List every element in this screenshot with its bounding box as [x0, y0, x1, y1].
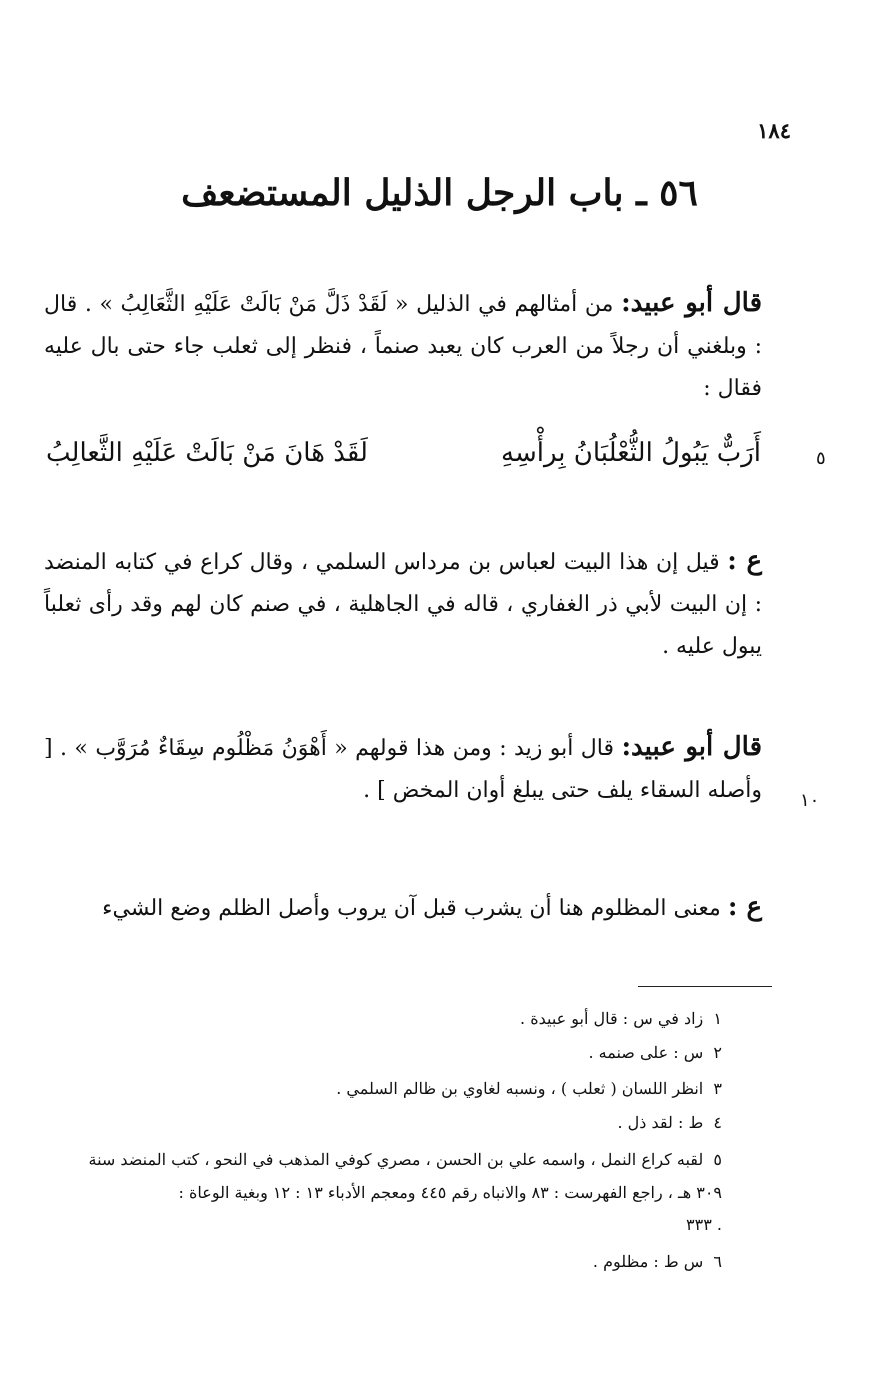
speaker-label: قال أبو عبيد:	[621, 732, 762, 762]
line-number-5: ٥	[816, 448, 826, 469]
paragraph-commentary-1	[44, 540, 762, 668]
footnote-text: س ط : مظلوم .	[592, 1252, 704, 1271]
paragraph-commentary-2	[44, 886, 762, 930]
paragraph-text: من أمثالهم في الذليل « لَقَدْ ذَلَّ مَنْ بَالَتْ عَلَيْهِ الثَّعَالِبُ » . قال : وبلغني أن رجلاً من العرب كان يعبد صنماً ، فنظر إلى ثعلب جاء حتى بال عليه فقال :	[44, 292, 762, 401]
footnote-text: زاد في س : قال أبو عبيدة .	[520, 1009, 704, 1028]
commentary-label: ع :	[727, 546, 762, 576]
footnote-5-continued	[40, 1178, 722, 1208]
commentary-label: ع :	[727, 892, 762, 922]
footnote-number: ٥	[713, 1150, 722, 1169]
footnote-5-end	[40, 1210, 722, 1240]
footnote-text: انظر اللسان ( ثعلب ) ، ونسبه لغاوي بن ظالم السلمي .	[336, 1079, 704, 1098]
footnote-number: ١	[713, 1009, 722, 1028]
speaker-label: قال أبو عبيد:	[621, 288, 763, 318]
paragraph-text: قال أبو زيد : ومن هذا قولهم « أَهْوَنُ مَظْلُوم سِقَاءٌ مُرَوَّب » . [ وأصله السقاء يلف حتى يبلغ أوان المخض ] .	[44, 736, 762, 803]
paragraph-text: معنى المظلوم هنا أن يشرب قبل آن يروب وأصل الظلم وضع الشيء	[102, 896, 721, 921]
footnote-5	[40, 1145, 722, 1175]
paragraph-abu-ubaid-1	[44, 282, 762, 410]
footnote-2	[40, 1038, 722, 1068]
chapter-title: ٥٦ ـ باب الرجل الذليل المستضعف	[181, 172, 698, 214]
verse-first-hemistich: أَرَبٌّ يَبُولُ الثُّعْلُبَانُ بِرأْسِهِ	[501, 438, 761, 468]
footnote-1	[40, 1004, 722, 1034]
verse-second-hemistich: لَقَدْ هَانَ مَنْ بَالَتْ عَلَيْهِ الثَّعالِبُ	[46, 438, 368, 468]
footnote-3	[40, 1074, 722, 1104]
footnote-number: ٦	[713, 1252, 722, 1271]
footnote-text: س : على صنمه .	[588, 1043, 704, 1062]
line-number-10: ١٠	[800, 790, 820, 811]
footnote-number: ٢	[713, 1043, 722, 1062]
footnote-number: ٣	[713, 1079, 722, 1098]
footnote-6	[40, 1247, 722, 1277]
paragraph-abu-ubaid-2	[44, 726, 762, 812]
footnote-number: ٤	[713, 1113, 722, 1132]
footnote-text: ٣٣٣ .	[686, 1215, 722, 1234]
paragraph-text: قيل إن هذا البيت لعباس بن مرداس السلمي ، وقال كراع في كتابه المنضد : إن البيت لأبي ذر الغفاري ، قاله في الجاهلية ، في صنم كان لهم وقد رأى ثعلباً يبول عليه .	[44, 550, 762, 659]
footnote-4	[40, 1108, 722, 1138]
footnote-text: ط : لقد ذل .	[617, 1113, 704, 1132]
footnote-text: ٣٠٩ هـ ، راجع الفهرست : ٨٣ والانباه رقم ٤٤٥ ومعجم الأدباء ١٣ : ١٢ وبغية الوعاة :	[178, 1183, 722, 1202]
footnote-separator	[638, 986, 772, 987]
footnote-text: لقبه كراع النمل ، واسمه علي بن الحسن ، مصري كوفي المذهب في النحو ، كتب المنضد سنة	[88, 1150, 704, 1169]
page-number: ١٨٤	[757, 118, 791, 143]
